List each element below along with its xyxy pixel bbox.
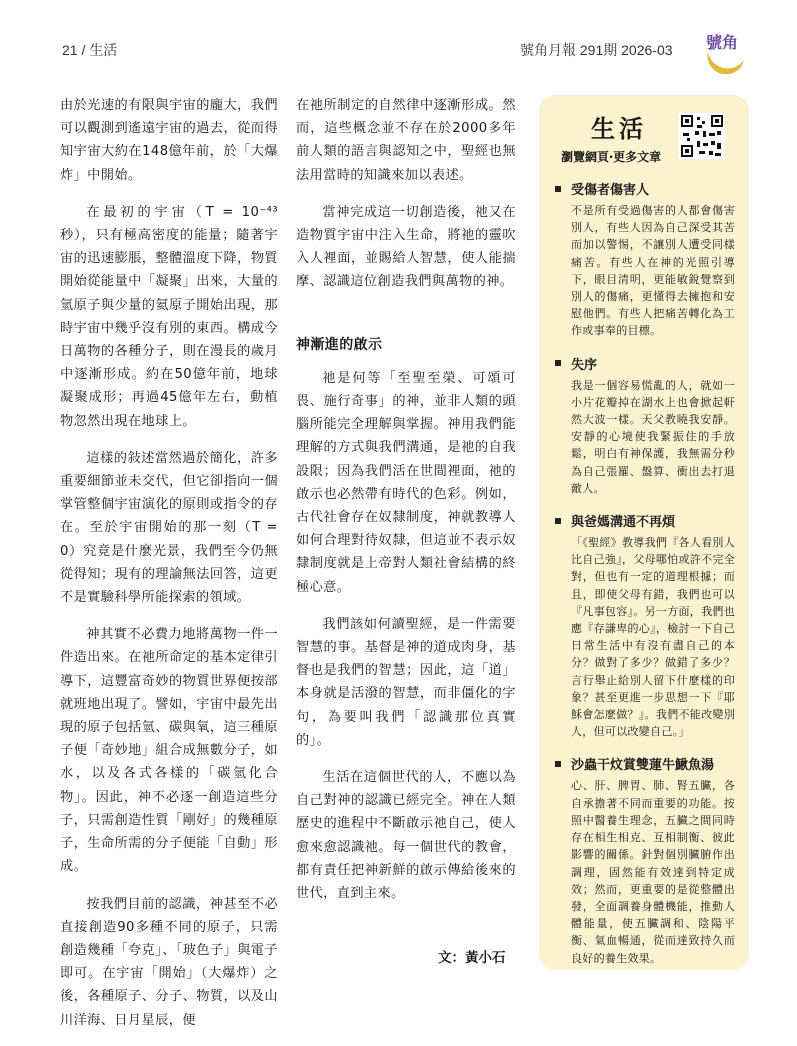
article-paragraph: 當神完成這一切創造後，祂又在造物質宇宙中注入生命，將祂的靈吹入人裡面，並賜給人智慧，使人能揣摩、認識這位創造我們與萬物的神。 <box>296 204 516 290</box>
publication-info: 號角月報 291期 2026-03 <box>520 42 673 58</box>
square-bullet-icon <box>555 186 561 192</box>
article-author: 文：黃小石 <box>438 950 506 966</box>
article-paragraph: 生活在這個世代的人，不應以為自己對神的認識已經完全。神在人類歷史的進程中不斷啟示祂自己，使人愈來愈認識祂。每一個世代的教會，都有責任把神新鮮的啟示傳給後來的世代，直到主來。 <box>296 770 516 902</box>
article-paragraph: 我們該如何讀聖經，是一件需要智慧的事。基督是神的道成肉身，基督也是我們的智慧；因此，這「道」本身就是活潑的智慧，而非僵化的字句，為要叫我們「認識那位真實的」。 <box>296 616 516 748</box>
sidebar-item[interactable] <box>555 354 735 497</box>
sidebar-title: 生活 <box>591 115 647 143</box>
logo-text: 號角 <box>706 33 739 52</box>
sidebar-item-title[interactable]: 受傷者傷害人 <box>571 183 650 198</box>
article-paragraph: 由於光速的有限與宇宙的龐大，我們可以觀測到遙遠宇宙的過去，從而得知宇宙大約在148億年前，於「大爆炸」中開始。 <box>60 98 278 183</box>
header-separator: / <box>81 42 90 58</box>
article-paragraph: 這樣的敍述當然過於簡化，許多重要細節並未交代，但它卻指向一個掌管整個宇宙演化的原則或指令的存在。至於宇宙開始的那一刻（T = 0）究竟是什麼光景，我們至今仍無從得知；現有的理論無法回答，這更不是實驗科學所能探索的領域。 <box>60 450 278 606</box>
sidebar-item-summary: 不是所有受過傷害的人都會傷害別人，有些人因為自己深受其苦而加以警惕，不讓別人遭受同樣痛苦。有些人在神的光照引導下，眼目清明，更能敏銳覺察到別人的傷痛，更懂得去擁抱和安慰他們。有些人把痛苦轉化為工作或事奉的目標。 <box>571 204 735 338</box>
article-paragraph: 按我們目前的認識，神甚至不必直接創造90多種不同的原子，只需創造幾種「夸克」、「玻色子」與電子即可。在宇宙「開始」（大爆炸）之後，各種原子、分子、物質，以及山川洋海、日月星辰，便 <box>60 896 278 1028</box>
sidebar-item-summary: 我是一個容易慌亂的人，就如一小片花瓣掉在湖水上也會掀起軒然大波一樣。天父教曉我安靜。安靜的心境使我緊振住的手放鬆，明白有神保護，我無需分秒為自己張羅、盤算、衝出去打退敵人。 <box>571 378 735 495</box>
qr-code-icon[interactable] <box>679 113 725 159</box>
sidebar-item-summary: 心、肝、脾胃、肺、腎五臟，各自承擔著不同而重要的功能。按照中醫養生理念，五臟之間同時存在相生相克、互相制衡、彼此影響的關係。針對個別臟腑作出調理，固然能有效達到特定成效；然而，更重要的是從整體出發，全面調養身體機能，推動人體能量，使五臟調和、陰陽平衡、氣血暢通，從而達致持久而良好的養生效果。 <box>571 779 735 965</box>
article-paragraph: 在祂所制定的自然律中逐漸形成。然而，這些概念並不存在於2000多年前人類的語言與認知之中，聖經也無法用當時的知識來加以表述。 <box>296 98 516 183</box>
article-subheading: 神漸進的啟示 <box>296 336 383 353</box>
sidebar-item[interactable] <box>555 179 735 340</box>
sidebar-panel <box>539 95 749 970</box>
section-name: 生活 <box>89 42 118 58</box>
sidebar-item[interactable] <box>555 754 735 966</box>
square-bullet-icon <box>555 761 561 767</box>
sidebar-item-title[interactable]: 與爸媽溝通不再煩 <box>571 515 676 531</box>
page-number: 21 <box>62 42 78 58</box>
article-paragraph: 祂是何等「至聖至榮、可頌可畏、施行奇事」的神，並非人類的頭腦所能完全理解與掌握。神用我們能理解的方式與我們溝通，是祂的自我設限；因為我們活在世間裡面，祂的啟示也必然帶有時代的色彩。例如，古代社會存在奴隸制度，神就教導人如何合理對待奴隸，但這並不表示奴隸制度就是上帝對人類社會結構的終極心意。 <box>296 370 516 595</box>
page-header-left <box>62 40 117 60</box>
sidebar-item-title[interactable]: 沙蟲干炆賞雙蓮牛鰍魚湯 <box>571 758 715 774</box>
article-column-1 <box>60 94 278 1046</box>
square-bullet-icon <box>555 518 561 524</box>
sidebar-list <box>555 179 735 981</box>
sidebar-subtitle: 瀏覽網頁‧更多文章 <box>561 150 662 164</box>
sidebar-item-summary: 「《聖經》教導我們『各人看別人比自己強』，父母哪怕或許不完全對，但也有一定的道理根據；而且，即使父母有錯，我們也可以『凡事包容』。另一方面，我們也應『存謙卑的心』，檢討一下自己日常生活中有沒有盡自己的本分？做對了多少？做錯了多少？言行舉止給別人留下什麼樣的印象？甚至更進一步思想一下『耶穌會怎麼做？』。我們不能改變別人，但可以改變自己。」 <box>571 536 735 739</box>
sidebar-item[interactable] <box>555 511 735 740</box>
sidebar-item-title[interactable]: 失序 <box>571 357 598 373</box>
square-bullet-icon <box>555 360 561 366</box>
logo-icon <box>700 22 752 74</box>
article-paragraph: 在最初的宇宙（T = 10⁻⁴³秒），只有極高密度的能量；隨著宇宙的迅速膨脹，整體溫度下降，物質開始從能量中「凝聚」出來，大量的氫原子與少量的氦原子開始出現，那時宇宙中幾乎沒有別的東西。構成今日萬物的各種分子，則在漫長的歲月中逐漸形成。約在50億年前，地球凝聚成形；再過45億年左右，動植物忽然出現在地球上。 <box>60 204 278 429</box>
article-column-2 <box>296 94 516 919</box>
article-paragraph: 神其實不必費力地將萬物一件一件造出來。在祂所命定的基本定律引導下，這豐富奇妙的物質世界便按部就班地出現了。譬如，宇宙中最先出現的原子包括氫、碳與氧，這三種原子便「奇妙地」組合成無數分子，如水，以及各式各樣的「碳氫化合物」。因此，神不必逐一創造這些分子，只需創造性質「剛好」的幾種原子，生命所需的分子便能「自動」形成。 <box>60 627 278 875</box>
magazine-logo <box>700 22 752 74</box>
